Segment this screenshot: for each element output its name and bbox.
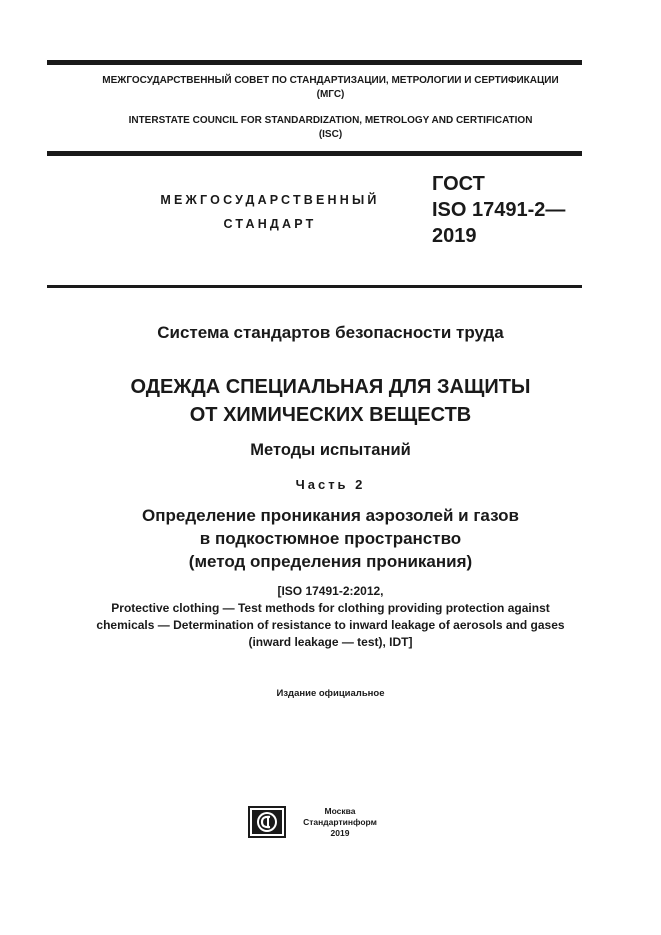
series-title: Система стандартов безопасности труда xyxy=(157,323,504,342)
interstate-line2: СТАНДАРТ xyxy=(223,217,317,231)
standard-block-rule xyxy=(47,285,582,288)
title-line1: ОДЕЖДА СПЕЦИАЛЬНАЯ ДЛЯ ЗАЩИТЫ xyxy=(130,376,531,398)
interstate-standard-label xyxy=(135,188,405,236)
gost-line3: 2019 xyxy=(432,225,477,247)
council-en-line2: (ISC) xyxy=(318,129,343,140)
standartinform-logo-icon xyxy=(248,806,286,838)
council-en xyxy=(0,114,661,142)
council-ru-line2: (МГС) xyxy=(316,89,345,100)
council-en-line1: INTERSTATE COUNCIL FOR STANDARDIZATION, METROLOGY AND CERTIFICATION xyxy=(128,115,533,126)
iso-line3: chemicals — Determination of resistance to inward leakage of aerosols and gases xyxy=(96,618,565,632)
iso-reference xyxy=(0,583,661,651)
subtitle-line2: в подкостюмное пространство xyxy=(199,529,462,548)
iso-line1: [ISO 17491-2:2012, xyxy=(277,584,384,598)
publisher-info xyxy=(290,806,390,839)
top-rule xyxy=(47,60,582,65)
iso-line4: (inward leakage — test), IDT] xyxy=(248,635,413,649)
document-title xyxy=(0,373,661,429)
council-ru xyxy=(0,74,661,102)
document-subtitle xyxy=(0,504,661,573)
edition-label: Издание официальное xyxy=(276,688,385,699)
publisher-year: 2019 xyxy=(330,828,350,838)
council-ru-line1: МЕЖГОСУДАРСТВЕННЫЙ СОВЕТ ПО СТАНДАРТИЗАЦИИ, МЕТРОЛОГИИ И СЕРТИФИКАЦИИ xyxy=(102,75,559,86)
iso-line2: Protective clothing — Test methods for clothing providing protection against xyxy=(111,601,550,615)
publisher-name: Стандартинформ xyxy=(303,817,377,827)
gost-designation xyxy=(432,171,565,249)
interstate-line1: МЕЖГОСУДАРСТВЕННЫЙ xyxy=(160,193,380,207)
gost-line2: ISO 17491-2— xyxy=(432,199,566,221)
part-label: Часть 2 xyxy=(295,477,366,492)
gost-line1: ГОСТ xyxy=(432,173,485,195)
publisher-city: Москва xyxy=(324,806,356,816)
subtitle-line1: Определение проникания аэрозолей и газов xyxy=(142,506,519,525)
methods-heading: Методы испытаний xyxy=(250,441,411,459)
subtitle-line3: (метод определения проникания) xyxy=(188,552,473,571)
header-bottom-rule xyxy=(47,151,582,156)
title-line2: ОТ ХИМИЧЕСКИХ ВЕЩЕСТВ xyxy=(189,404,472,426)
